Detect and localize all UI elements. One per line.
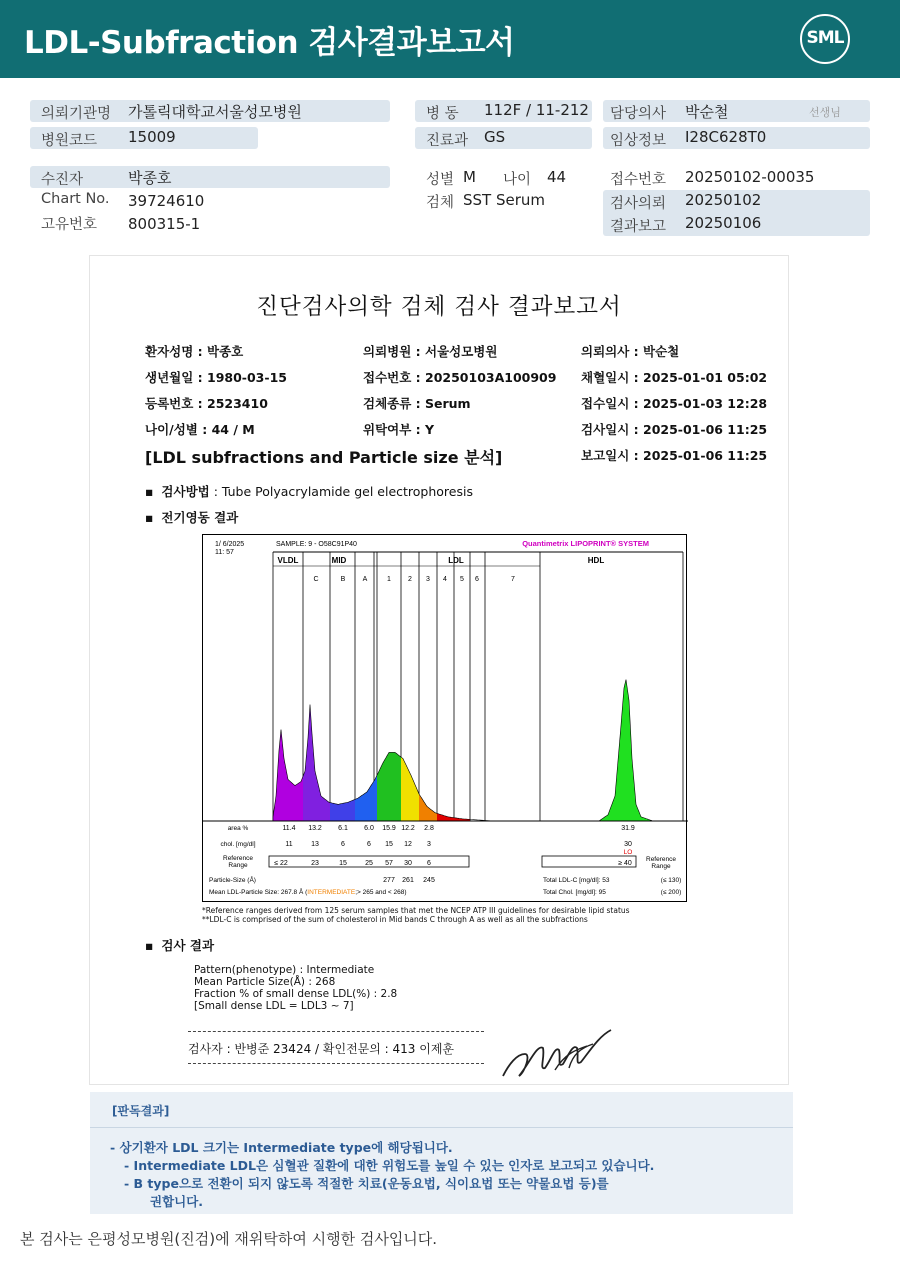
band-label: 3 (426, 576, 430, 583)
chart-sample: SAMPLE: 9 - O58C91P40 (276, 541, 357, 548)
mean-size-suffix: ;> 265 and < 268) (355, 889, 407, 896)
request-date-value: 20250102 (685, 191, 762, 209)
age-value: 44 (547, 168, 567, 186)
reference-value: 25 (365, 860, 373, 867)
reference-value: ≤ 22 (274, 860, 288, 867)
report-reported: 보고일시 : 2025-01-06 11:25 (581, 448, 768, 463)
report-dob: 생년월일 : 1980-03-15 (145, 370, 287, 385)
footnote-2: **LDL-C is comprised of the sum of cholesterol in Mid bands C through A as well as all the subfractions (202, 914, 588, 924)
curve-segment (437, 813, 470, 821)
examiner-line: 검사자 : 반병준 23424 / 확인전문의 : 413 이제훈 (188, 1042, 455, 1056)
patient-name-bar (30, 166, 390, 188)
area-value: 2.8 (424, 825, 434, 832)
judgement-title: [판독결과] (112, 1104, 170, 1118)
specimen-value: SST Serum (463, 191, 546, 209)
doctor-suffix: 선생님 (809, 106, 841, 119)
sex-value: M (463, 168, 476, 186)
report-tested: 검사일시 : 2025-01-06 11:25 (581, 422, 768, 437)
curve-segment (377, 752, 401, 821)
judgement-line-1: - 상기환자 LDL 크기는 Intermediate type에 해당됩니다. (110, 1140, 453, 1155)
reference-label-right: Reference (646, 856, 676, 863)
mean-size-prefix: Mean LDL-Particle Size: 267.8 Å ( (209, 889, 308, 896)
institution-value: 가톨릭대학교서울성모병원 (128, 103, 302, 121)
receipt-no-value: 20250102-00035 (685, 168, 815, 186)
result-label: 검사 결과 (161, 938, 215, 953)
particle-value: 277 (383, 877, 395, 884)
reference-label: Range (228, 862, 248, 869)
result-size: Mean Particle Size(Å) : 268 (194, 976, 336, 988)
chol-flag: LO (623, 849, 633, 856)
area-value: 13.2 (308, 825, 322, 832)
band-label: 1 (387, 576, 391, 583)
judgement-line-3: - B type으로 전환이 되지 않도록 적절한 치료(운동요법, 식이요법 또는 약물요법 등)를 (124, 1176, 609, 1191)
signature-image (495, 1024, 615, 1086)
sex-label: 성별 (426, 172, 455, 188)
chol-value: 15 (385, 841, 393, 848)
hospital-code-label: 병원코드 (41, 133, 98, 149)
footnote-1: *Reference ranges derived from 125 serum samples that met the NCEP ATP III guidelines for desirable lipid status (202, 906, 630, 915)
chol-value: 6 (367, 841, 371, 848)
band-label: A (362, 576, 368, 583)
group-label: MID (331, 556, 347, 565)
dept-value: GS (484, 128, 506, 146)
curve-segment (599, 680, 653, 821)
reference-label: Reference (223, 855, 253, 862)
band-label: B (340, 576, 346, 583)
judgement-line-4: 권합니다. (150, 1194, 204, 1209)
hospital-code-value: 15009 (128, 128, 176, 146)
chart-date: 1/ 6/2025 (215, 541, 245, 548)
report-doctor: 의뢰의사 : 박순철 (581, 344, 680, 359)
curve-segment (303, 705, 330, 822)
area-value: 15.9 (382, 825, 396, 832)
report-regno: 등록번호 : 2523410 (145, 396, 268, 411)
group-label: VLDL (277, 556, 299, 565)
report-agesex: 나이/성별 : 44 / M (145, 422, 255, 437)
footer-note: 본 검사는 은평성모병원(진검)에 재위탁하여 시행한 검사입니다. (20, 1230, 438, 1248)
result-block (194, 964, 397, 1012)
judgement-divider (90, 1127, 793, 1128)
mean-size-class: INTERMEDIATE (307, 889, 356, 896)
total-chol-ref: (≤ 200) (660, 889, 682, 896)
report-header (0, 0, 900, 78)
page-title: LDL-Subfraction 검사결과보고서 (24, 25, 515, 61)
report-outsourced: 위탁여부 : Y (363, 422, 435, 437)
area-value: 6.0 (364, 825, 374, 832)
result-pattern: Pattern(phenotype) : Intermediate (194, 964, 375, 976)
method-line: ▪ 검사방법 : Tube Polyacrylamide gel electrophoresis (145, 484, 473, 499)
chol-value: 11 (285, 841, 293, 848)
report-received: 접수일시 : 2025-01-03 12:28 (581, 396, 768, 411)
reference-value: 23 (311, 860, 319, 867)
band-label: 4 (443, 576, 447, 583)
examiner-divider-bottom (188, 1063, 484, 1064)
report-title: 진단검사의학 검체 검사 결과보고서 (256, 294, 622, 320)
total-ldl: Total LDL-C [mg/dl]: 53 (543, 877, 610, 884)
particle-value: 261 (402, 877, 414, 884)
area-label: area % (227, 825, 249, 832)
result-fraction: Fraction % of small dense LDL(%) : 2.8 (194, 988, 398, 1000)
clinical-label: 임상정보 (610, 133, 667, 149)
band-label: 6 (475, 576, 479, 583)
reference-value: ≥ 40 (618, 860, 632, 867)
chol-label: chol. [mg/dl] (220, 841, 256, 848)
reference-value: 57 (385, 860, 393, 867)
total-ldl-ref: (≤ 130) (660, 877, 682, 884)
curve-segment (330, 799, 355, 821)
report-hospital: 의뢰병원 : 서울성모병원 (363, 344, 498, 359)
report-receipt: 접수번호 : 20250103A100909 (363, 370, 557, 385)
patient-name-value: 박종호 (128, 169, 172, 187)
institution-label: 의뢰기관명 (41, 106, 112, 122)
chart-title: Quantimetrix LIPOPRINT® SYSTEM (522, 539, 649, 548)
specimen-label: 검체 (426, 195, 455, 211)
chol-value: 30 (624, 841, 632, 848)
clinical-value: I28C628T0 (685, 128, 767, 146)
reference-value: 15 (339, 860, 347, 867)
band-label: 2 (408, 576, 412, 583)
judgement-box (90, 1092, 793, 1214)
band-label: C (313, 576, 319, 583)
area-value: 31.9 (621, 825, 635, 832)
report-date-value: 20250106 (685, 214, 762, 232)
chol-value: 3 (427, 841, 431, 848)
result-small-dense: [Small dense LDL = LDL3 ~ 7] (194, 1000, 354, 1012)
group-label: LDL (448, 556, 464, 565)
patient-name-label: 수진자 (41, 172, 84, 188)
area-value: 6.1 (338, 825, 348, 832)
dept-label: 진료과 (426, 133, 469, 149)
chol-value: 12 (404, 841, 412, 848)
report-specimen: 검체종류 : Serum (363, 396, 471, 411)
ward-value: 112F / 11-212 (484, 101, 589, 119)
section-title: [LDL subfractions and Particle size 분석] (145, 448, 503, 467)
reference-label-right: Range (651, 863, 671, 870)
logo-text: SML (806, 28, 844, 48)
chart-time: 11: 57 (215, 549, 234, 556)
receipt-no-label: 접수번호 (610, 172, 667, 188)
ward-label: 병 동 (426, 106, 459, 122)
group-label: HDL (587, 556, 605, 565)
doctor-label: 담당의사 (610, 106, 667, 122)
area-value: 12.2 (401, 825, 415, 832)
reference-value: 30 (404, 860, 412, 867)
total-chol: Total Chol. [mg/dl]: 95 (543, 889, 606, 896)
age-label: 나이 (503, 172, 532, 188)
chart-svg (203, 535, 688, 903)
chol-value: 6 (341, 841, 345, 848)
examiner-divider-top (188, 1031, 484, 1032)
sml-logo (800, 14, 850, 64)
particle-value: 245 (423, 877, 435, 884)
electrophoresis-chart (202, 534, 687, 902)
request-date-label: 검사의뢰 (610, 196, 667, 212)
report-date-label: 결과보고 (610, 219, 667, 235)
band-label: 7 (511, 576, 515, 583)
unique-id-label: 고유번호 (41, 217, 98, 233)
particle-label: Particle-Size (Å) (209, 877, 256, 884)
electro-label: 전기영동 결과 (161, 510, 239, 525)
reference-value: 6 (427, 860, 431, 867)
electro-line: ▪ 전기영동 결과 (145, 510, 239, 525)
curve-segment (401, 757, 419, 821)
judgement-line-2: - Intermediate LDL은 심혈관 질환에 대한 위험도를 높일 수 있는 인자로 보고되고 있습니다. (124, 1158, 655, 1173)
embedded-report (89, 255, 789, 1085)
chart-no-value: 39724610 (128, 192, 205, 210)
mean-size-line (209, 887, 407, 896)
band-label: 5 (460, 576, 464, 583)
chart-no-label: Chart No. (41, 191, 110, 207)
area-value: 11.4 (282, 825, 296, 832)
method-label: 검사방법 (161, 484, 210, 499)
report-collected: 채혈일시 : 2025-01-01 05:02 (581, 370, 768, 385)
result-line: ▪ 검사 결과 (145, 938, 215, 953)
unique-id-value: 800315-1 (128, 215, 201, 233)
footnote (202, 907, 630, 924)
method-value: : Tube Polyacrylamide gel electrophoresis (209, 484, 473, 499)
report-name: 환자성명 : 박종호 (145, 344, 244, 359)
chol-value: 13 (311, 841, 319, 848)
doctor-value: 박순철 (685, 103, 729, 121)
